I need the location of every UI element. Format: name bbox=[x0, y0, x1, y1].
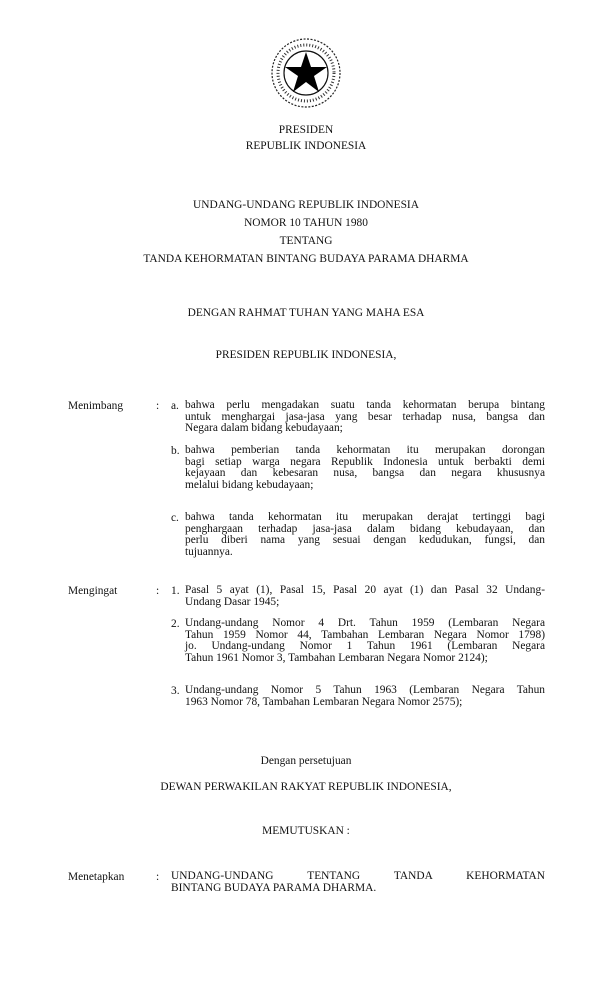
item-line: bahwa pemberian tanda kehormatan itu merupakan dorongan bbox=[185, 444, 545, 456]
item-line: bahwa perlu mengadakan suatu tanda kehormatan berupa bintang bbox=[185, 399, 545, 411]
title-line-1: UNDANG-UNDANG REPUBLIK INDONESIA bbox=[193, 199, 419, 211]
item-text bbox=[185, 685, 545, 708]
item-line: jo. Undang-undang Nomor 1 Tahun 1961 (Lembaran Negara bbox=[185, 640, 545, 653]
menetapkan-label: Menetapkan bbox=[68, 871, 125, 883]
item-text bbox=[185, 618, 545, 664]
item-marker: b. bbox=[171, 445, 180, 457]
item-line: bahwa tanda kehormatan itu merupakan derajat tertinggi bagi bbox=[185, 511, 545, 523]
header-republik: REPUBLIK INDONESIA bbox=[245, 140, 367, 152]
header-presiden: PRESIDEN bbox=[278, 124, 334, 136]
preamble-rahmat: DENGAN RAHMAT TUHAN YANG MAHA ESA bbox=[187, 307, 425, 319]
item-marker: 2. bbox=[171, 618, 180, 630]
item-line: kejayaan dan kebesaran nusa, bangsa dan negara khususnya bbox=[185, 467, 545, 480]
item-marker: 1. bbox=[171, 585, 180, 597]
item-line: Undang-undang Nomor 4 Drt. Tahun 1959 (Lembaran Negara bbox=[185, 617, 545, 629]
mengingat-item bbox=[171, 585, 545, 608]
mengingat-item bbox=[171, 618, 545, 664]
item-text bbox=[185, 400, 545, 435]
mengingat-item bbox=[171, 685, 545, 708]
persetujuan-line-1: Dengan persetujuan bbox=[260, 755, 352, 767]
item-text bbox=[185, 585, 545, 608]
menetapkan-colon: : bbox=[156, 871, 160, 883]
menimbang-colon: : bbox=[156, 400, 160, 412]
menimbang-label: Menimbang bbox=[68, 400, 124, 412]
item-marker: 3. bbox=[171, 685, 180, 697]
item-marker: c. bbox=[171, 512, 179, 524]
item-line: Pasal 5 ayat (1), Pasal 15, Pasal 20 ayat (1) dan Pasal 32 Undang- bbox=[185, 584, 545, 596]
menetapkan-line: BINTANG BUDAYA PARAMA DHARMA. bbox=[171, 881, 377, 894]
title-line-3: TENTANG bbox=[279, 235, 333, 247]
mengingat-colon: : bbox=[156, 585, 160, 597]
item-line: 1963 Nomor 78, Tambahan Lembaran Negara Nomor 2575); bbox=[185, 695, 463, 708]
menimbang-item bbox=[171, 445, 545, 491]
item-line: Tahun 1959 Nomor 44, Tambahan Lembaran Negara Nomor 1798) bbox=[185, 628, 545, 641]
menimbang-item bbox=[171, 400, 545, 435]
item-line: Negara dalam bidang kebudayaan; bbox=[185, 422, 343, 435]
menetapkan-line: UNDANG-UNDANG TENTANG TANDA KEHORMATAN bbox=[171, 870, 545, 882]
title-line-2: NOMOR 10 TAHUN 1980 bbox=[244, 217, 368, 229]
item-line: penghargaan terhadap jasa-jasa dalam bidang kebudayaan, dan bbox=[185, 522, 545, 535]
preamble-presiden: PRESIDEN REPUBLIK INDONESIA, bbox=[215, 349, 397, 361]
item-line: tujuannya. bbox=[185, 545, 233, 558]
title-line-4: TANDA KEHORMATAN BINTANG BUDAYA PARAMA DHARMA bbox=[143, 253, 469, 265]
garuda-star-emblem bbox=[269, 36, 343, 113]
memutuskan-heading: MEMUTUSKAN : bbox=[262, 825, 350, 837]
item-line: Undang Dasar 1945; bbox=[185, 595, 280, 608]
item-line: bagi setiap warga negara Republik Indonesia untuk berbakti demi bbox=[185, 455, 545, 468]
persetujuan-line-2: DEWAN PERWAKILAN RAKYAT REPUBLIK INDONESIA, bbox=[160, 781, 452, 793]
item-line: perlu diberi nama yang sesuai dengan kedudukan, fungsi, dan bbox=[185, 534, 545, 547]
menetapkan-text bbox=[171, 871, 545, 894]
item-line: Tahun 1961 Nomor 3, Tambahan Lembaran Negara Nomor 2124); bbox=[185, 651, 488, 664]
mengingat-label: Mengingat bbox=[68, 585, 118, 597]
item-text bbox=[185, 445, 545, 491]
item-line: Undang-undang Nomor 5 Tahun 1963 (Lembaran Negara Tahun bbox=[185, 684, 545, 696]
item-text bbox=[185, 512, 545, 558]
menimbang-item bbox=[171, 512, 545, 558]
item-line: melalui bidang kebudayaan; bbox=[185, 478, 314, 491]
item-marker: a. bbox=[171, 400, 179, 412]
item-line: untuk menghargai jasa-jasa yang besar terhadap nusa, bangsa dan bbox=[185, 410, 545, 423]
